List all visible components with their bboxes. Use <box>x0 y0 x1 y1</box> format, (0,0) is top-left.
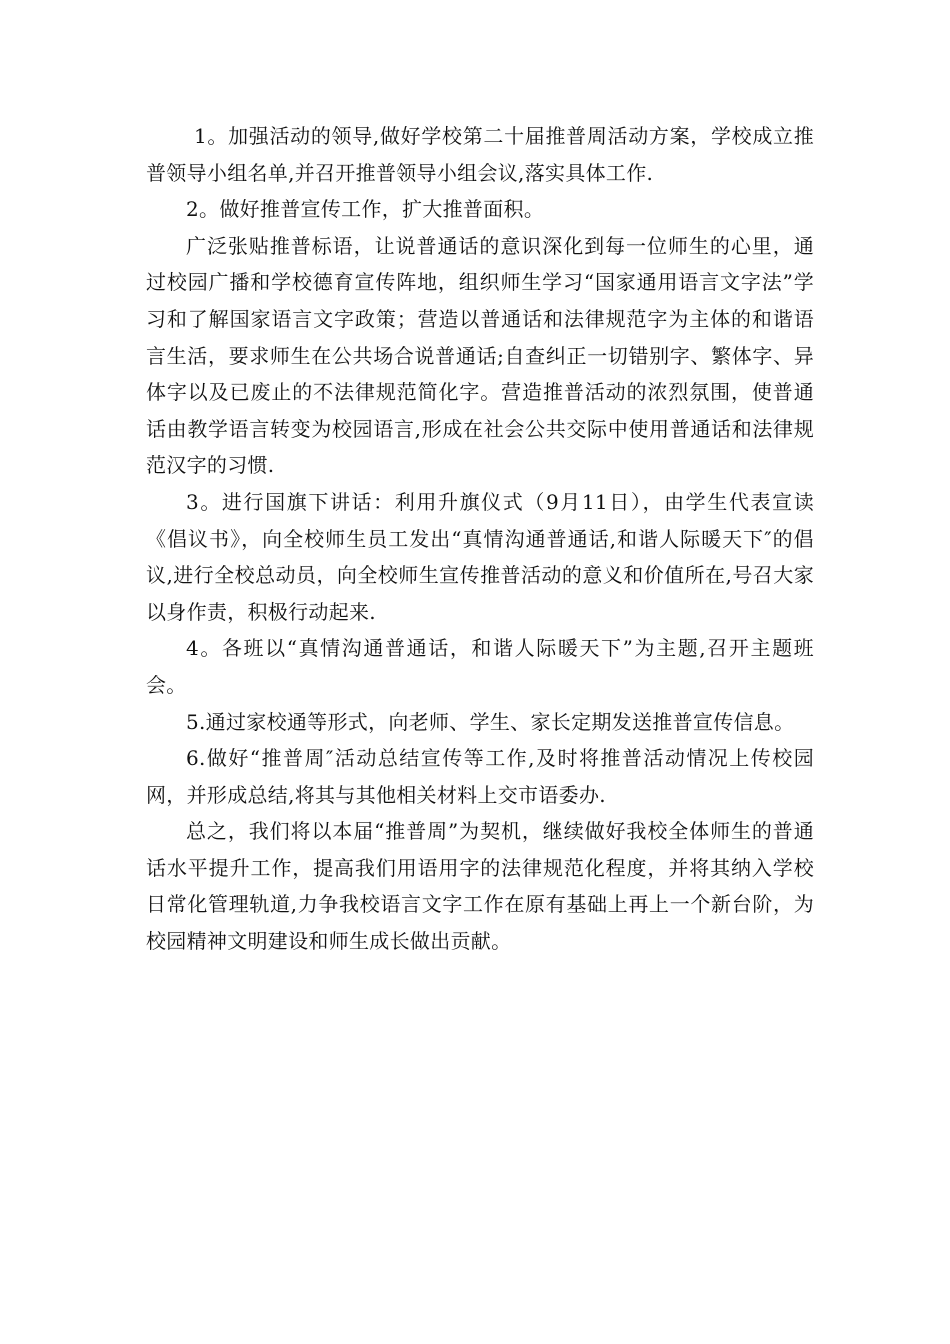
paragraph-item-1: 1。加强活动的领导,做好学校第二十届推普周活动方案，学校成立推普领导小组名单,并召开推普领导小组会议,落实具体工作. <box>146 124 814 185</box>
document-body <box>146 118 814 960</box>
paragraph-item-4: 4。各班以“真情沟通普通话，和谐人际暖天下”为主题,召开主题班会。 <box>146 636 814 697</box>
paragraph-conclusion: 总之，我们将以本届“推普周”为契机，继续做好我校全体师生的普通话水平提升工作，提高我们用语用字的法律规范化程度，并将其纳入学校日常化管理轨道,力争我校语言文字工作在原有基础上再上一个新台阶，为校园精神文明建设和师生成长做出贡献。 <box>146 819 814 954</box>
paragraph-item-3: 3。进行国旗下讲话：利用升旗仪式（9月11日），由学生代表宣读《倡议书》，向全校师生员工发出“真情沟通普通话,和谐人际暖天下″的倡议,进行全校总动员，向全校师生宣传推普活动的意义和价值所在,号召大家以身作责，积极行动起来. <box>146 489 814 624</box>
paragraph-item-5: 5.通过家校通等形式，向老师、学生、家长定期发送推普宣传信息。 <box>186 709 795 734</box>
paragraph-item-6: 6.做好“推普周″活动总结宣传等工作,及时将推普活动情况上传校园网，并形成总结,将其与其他相关材料上交市语委办. <box>146 746 814 807</box>
paragraph-publicity: 广泛张贴推普标语，让说普通话的意识深化到每一位师生的心里，通过校园广播和学校德育宣传阵地，组织师生学习“国家通用语言文字法”学习和了解国家语言文字政策；营造以普通话和法律规范字为主体的和谐语言生活，要求师生在公共场合说普通话;自查纠正一切错别字、繁体字、异体字以及已废止的不法律规范简化字。营造推普活动的浓烈氛围，使普通话由教学语言转变为校园语言,形成在社会公共交际中使用普通话和法律规范汉字的习惯. <box>146 233 814 478</box>
paragraph-item-2: 2。做好推普宣传工作，扩大推普面积。 <box>186 197 545 222</box>
